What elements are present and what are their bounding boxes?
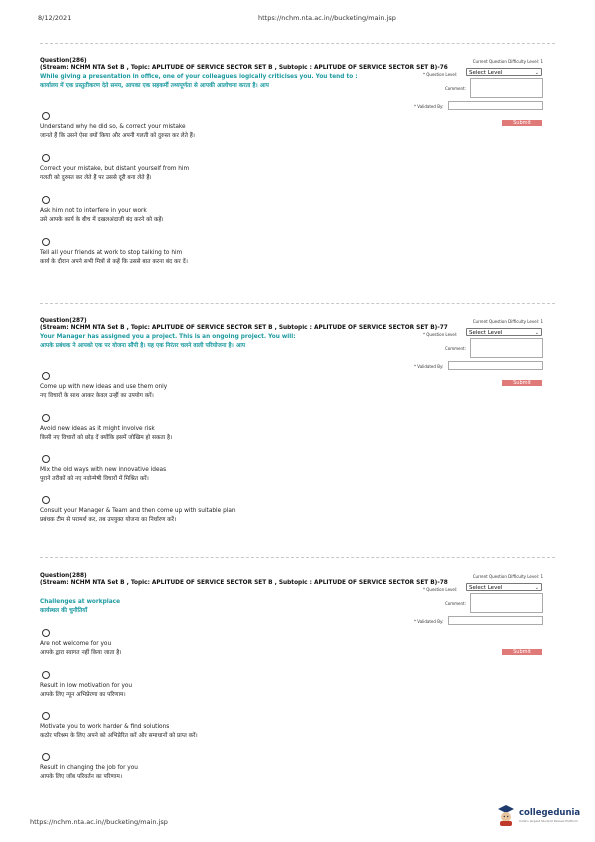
question-text-hi: कार्यालय में एक प्रस्तुतीकरण देते समय, आपका एक सहकर्मी तथ्यपूर्णता से आपकी आलोचना करता है। आप: [40, 83, 269, 89]
chevron-down-icon: ⌄: [534, 330, 539, 336]
graduation-cap-icon: [497, 804, 515, 826]
option-radio[interactable]: [42, 238, 50, 246]
option-radio[interactable]: [42, 414, 50, 422]
question-text-en: While giving a presentation in office, one of your colleagues logically criticises you. You tend to :: [40, 74, 358, 80]
option-radio[interactable]: [42, 455, 50, 463]
option-text-hi: आपके लिए न्यून अभिप्रेरणा का परिणाम।: [40, 692, 126, 698]
submit-button[interactable]: Submit: [502, 120, 542, 126]
option-radio[interactable]: [42, 196, 50, 204]
option-radio[interactable]: [42, 712, 50, 720]
submit-button[interactable]: Submit: [502, 649, 542, 655]
question-number: Question(286): [40, 58, 87, 64]
question-number: Question(288): [40, 573, 87, 579]
question-stream: (Stream: NCHM NTA Set B , Topic: APLITUDE OF SERVICE SECTOR SET B , Subtopic : APLITUDE OF SERVICE SECTOR SET B)-78: [40, 579, 448, 586]
option-1[interactable]: [40, 372, 410, 407]
option-text-en: Avoid new ideas as it might involve risk: [40, 426, 155, 432]
comment-label: Comment:: [445, 86, 466, 91]
option-1[interactable]: [40, 112, 410, 147]
option-radio[interactable]: [42, 372, 50, 380]
difficulty-label: Current Question Difficulty Level: 1: [472, 574, 543, 579]
question-text-en: Challenges at workplace: [40, 599, 121, 605]
option-text-en: Mix the old ways with new innovative ideas: [40, 467, 167, 473]
option-text-hi: प्रबंधक टीम से परामर्श कर, तब उपयुक्त योजना का निर्धारण करें।: [40, 517, 177, 523]
question-level-label: * Question Level:: [423, 587, 458, 592]
validated-by-label: * Validated By:: [414, 619, 444, 624]
validated-by-input[interactable]: [448, 101, 543, 110]
option-radio[interactable]: [42, 496, 50, 504]
question-stream: (Stream: NCHM NTA Set B , Topic: APLITUDE OF SERVICE SECTOR SET B , Subtopic : APLITUDE OF SERVICE SECTOR SET B)-76: [40, 64, 448, 71]
question-text-en: Your Manager has assigned you a project. This is an ongoing project. You will:: [40, 334, 296, 340]
option-text-en: Are not welcome for you: [40, 641, 112, 647]
option-text-en: Ask him not to interfere in your work: [40, 208, 147, 214]
question-number: Question(287): [40, 318, 87, 324]
question-block-287: [40, 318, 555, 553]
option-text-en: Correct your mistake, but distant yourself from him: [40, 166, 190, 172]
option-text-hi: किसी नए विचारों को छोड़ दें क्योंकि इसमें जोखिम हो सकता है।: [40, 435, 173, 441]
validated-by-label: * Validated By:: [414, 104, 444, 109]
comment-label: Comment:: [445, 346, 466, 351]
collegedunia-logo: [497, 802, 587, 832]
option-4[interactable]: [40, 496, 410, 531]
option-4[interactable]: [40, 238, 410, 273]
option-text-hi: आपके लिए जॉब परिवर्तन का परिणाम।: [40, 774, 123, 780]
option-text-hi: कार्य के दौरान अपने सभी मित्रों से कहें कि उससे बात करना बंद कर दें।: [40, 259, 188, 265]
option-text-en: Understand why he did so, & correct your mistake: [40, 124, 186, 130]
option-2[interactable]: [40, 671, 410, 706]
option-text-hi: नए विचारों के साथ आकर केवल उन्हीं का उपयोग करें।: [40, 393, 154, 399]
submit-button[interactable]: Submit: [502, 380, 542, 386]
option-text-hi: कठोर परिश्रम के लिए अपने को अभिप्रेरित करें और समाधानों को प्राप्त करें।: [40, 733, 198, 739]
comment-textarea[interactable]: [470, 338, 543, 358]
option-text-hi: आपके द्वारा स्वागत नहीं किया जाता है।: [40, 650, 122, 656]
option-text-en: Consult your Manager & Team and then come up with suitable plan: [40, 508, 236, 514]
option-text-en: Result in low motivation for you: [40, 683, 133, 689]
option-2[interactable]: [40, 154, 410, 189]
difficulty-label: Current Question Difficulty Level: 1: [472, 59, 543, 64]
option-3[interactable]: [40, 712, 410, 747]
validated-by-input[interactable]: [448, 361, 543, 370]
option-radio[interactable]: [42, 112, 50, 120]
option-text-hi: पुराने तरीकों को नए नवोन्मेषी विचारों में मिश्रित करें।: [40, 476, 149, 482]
option-radio[interactable]: [42, 671, 50, 679]
question-text-hi: आपके प्रबंधक ने आपको एक पर योजना सौंपी है। यह एक निरंतर चलने वाली परियोजना है। आप: [40, 343, 246, 349]
question-level-select[interactable]: [466, 328, 542, 336]
difficulty-label: Current Question Difficulty Level: 1: [472, 319, 543, 324]
print-date: 8/12/2021: [38, 14, 72, 22]
option-text-en: Come up with new ideas and use them only: [40, 384, 168, 390]
logo-tagline: India's largest Student Review Platform: [519, 819, 579, 823]
option-2[interactable]: [40, 414, 410, 449]
option-radio[interactable]: [42, 753, 50, 761]
option-text-hi: उसे आपके कार्य के बीच में दखलअंदाजी बंद करने को कहें।: [40, 217, 164, 223]
option-3[interactable]: [40, 196, 410, 231]
question-stream: (Stream: NCHM NTA Set B , Topic: APLITUDE OF SERVICE SECTOR SET B , Subtopic : APLITUDE OF SERVICE SECTOR SET B)-77: [40, 324, 448, 331]
option-1[interactable]: [40, 629, 410, 664]
separator: [40, 303, 555, 304]
option-text-en: Result in changing the job for you: [40, 765, 138, 771]
question-level-value: Select Level: [469, 585, 503, 591]
option-radio[interactable]: [42, 629, 50, 637]
question-text-hi: कार्यस्थल की चुनौतियाँ: [40, 608, 88, 614]
option-3[interactable]: [40, 455, 410, 490]
comment-label: Comment:: [445, 601, 466, 606]
validated-by-input[interactable]: [448, 616, 543, 625]
chevron-down-icon: ⌄: [534, 70, 539, 76]
logo-name: collegedunia: [519, 808, 581, 818]
option-text-en: Motivate you to work harder & find solutions: [40, 724, 170, 730]
option-text-hi: जानते हैं कि उसने ऐसा क्यों किया और अपनी गलती को दुरुस्त कर लेते हैं।: [40, 133, 196, 139]
question-block-286: [40, 58, 555, 293]
validated-by-label: * Validated By:: [414, 364, 444, 369]
separator: [40, 43, 555, 44]
question-level-value: Select Level: [469, 330, 503, 336]
option-radio[interactable]: [42, 154, 50, 162]
question-level-select[interactable]: [466, 68, 542, 76]
question-level-value: Select Level: [469, 70, 503, 76]
option-text-hi: गलती को दुरुस्त कर लेते हैं पर उससे दूरी बना लेते हैं।: [40, 175, 152, 181]
option-4[interactable]: [40, 753, 410, 788]
chevron-down-icon: ⌄: [534, 585, 539, 591]
comment-textarea[interactable]: [470, 593, 543, 613]
question-level-label: * Question Level:: [423, 72, 458, 77]
footer-url: https://nchm.nta.ac.in//bucketing/main.jsp: [30, 818, 168, 826]
question-block-288: [40, 573, 555, 808]
question-level-label: * Question Level:: [423, 332, 458, 337]
comment-textarea[interactable]: [470, 78, 543, 98]
separator: [40, 557, 555, 558]
option-text-en: Tell all your friends at work to stop talking to him: [40, 250, 183, 256]
print-url: https://nchm.nta.ac.in//bucketing/main.jsp: [258, 14, 396, 22]
question-level-select[interactable]: [466, 583, 542, 591]
